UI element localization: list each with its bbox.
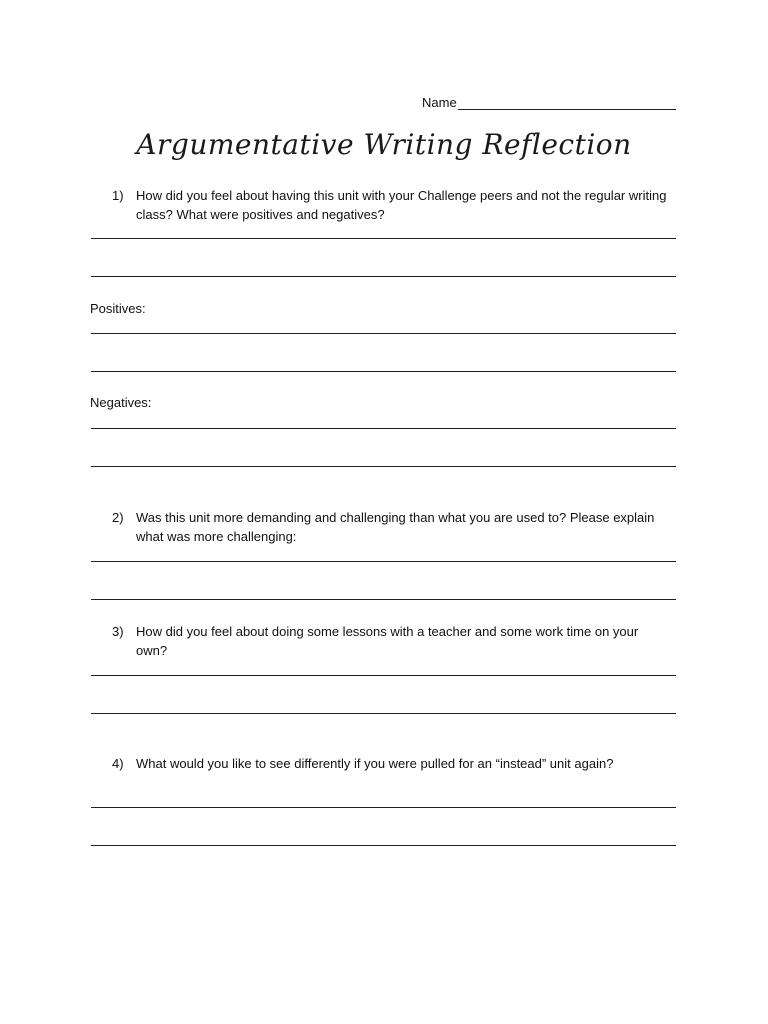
negatives-label: Negatives: [90,395,152,410]
answer-line[interactable] [91,466,676,467]
answer-line[interactable] [91,675,676,676]
question-number: 2) [112,510,124,525]
question-1 [112,186,672,224]
name-field[interactable] [422,95,676,110]
question-number: 1) [112,188,124,203]
question-text: Was this unit more demanding and challenging than what you are used to? Please explain what was more challenging: [136,510,655,544]
answer-line[interactable] [91,807,676,808]
answer-line[interactable] [91,428,676,429]
question-text: What would you like to see differently if you were pulled for an “instead” unit again? [136,756,614,771]
question-text: How did you feel about doing some lessons with a teacher and some work time on your own? [136,624,639,658]
name-label: Name [422,95,457,110]
answer-line[interactable] [91,845,676,846]
question-number: 4) [112,756,124,771]
answer-line[interactable] [91,713,676,714]
page-title: Argumentative Writing Reflection [136,128,632,161]
answer-line[interactable] [91,276,676,277]
answer-line[interactable] [91,238,676,239]
answer-line[interactable] [91,333,676,334]
answer-line[interactable] [91,561,676,562]
question-2 [112,508,672,546]
answer-line[interactable] [91,599,676,600]
question-number: 3) [112,624,124,639]
question-text: How did you feel about having this unit with your Challenge peers and not the regular writing class? What were positives and negatives? [136,188,667,222]
question-4 [112,754,672,773]
question-3 [112,622,672,660]
name-blank[interactable] [458,96,676,110]
positives-label: Positives: [90,301,146,316]
answer-line[interactable] [91,371,676,372]
